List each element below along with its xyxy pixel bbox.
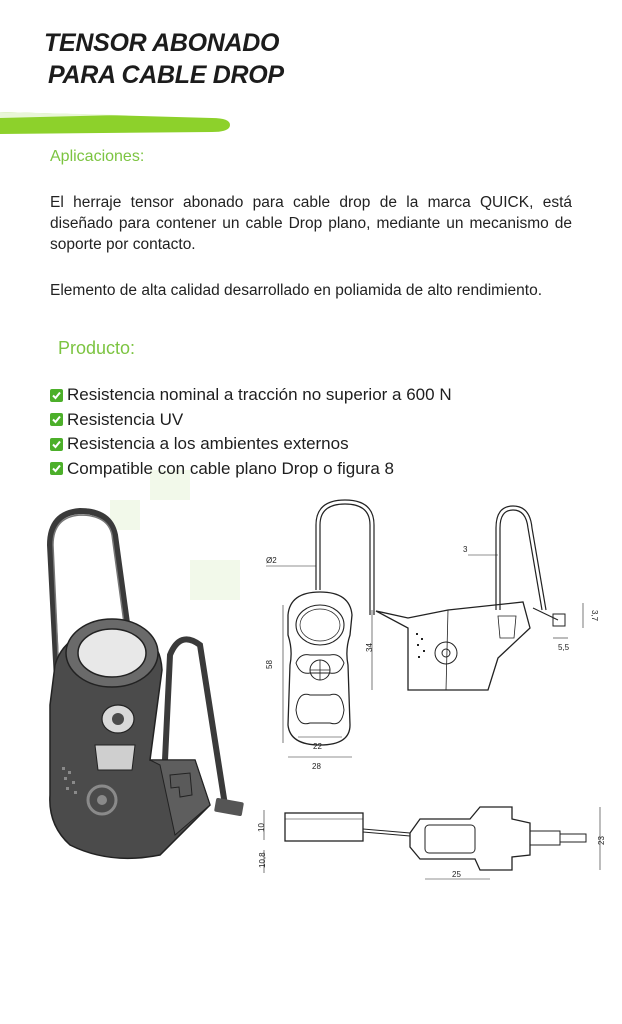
- technical-drawing-top: [250, 795, 615, 890]
- dim-height-body: 34: [365, 643, 374, 652]
- producto-heading: Producto:: [58, 338, 136, 358]
- feature-item: [50, 408, 452, 433]
- dim-depth: 23: [597, 836, 606, 845]
- dim-tab-height: 3,7: [590, 610, 599, 622]
- dim-outer-width: 28: [312, 762, 321, 771]
- dim-tab-width: 5,5: [558, 643, 570, 652]
- dim-diameter: Ø2: [266, 556, 277, 565]
- dim-cable-height: 10,8: [258, 852, 267, 868]
- feature-item: [50, 383, 452, 408]
- dim-slot: 3: [463, 545, 468, 554]
- green-checkbox-icon: [50, 413, 63, 426]
- feature-text: Resistencia nominal a tracción no superior a 600 N: [67, 385, 452, 405]
- product-3d-render: [40, 505, 260, 875]
- feature-item: [50, 457, 452, 482]
- aplicaciones-paragraph-1: El herraje tensor abonado para cable drop de la marca QUICK, está diseñado para contener un cable Drop plano, mediante un mecanismo de soporte por contacto.: [50, 194, 572, 253]
- aplicaciones-paragraph-2: Elemento de alta calidad desarrollado en poliamida de alto rendimiento.: [50, 282, 543, 299]
- title-line-1: TENSOR ABONADO: [44, 29, 280, 57]
- green-accent-bar: [0, 112, 240, 136]
- feature-item: [50, 432, 452, 457]
- feature-text: Resistencia UV: [67, 409, 184, 429]
- dim-length: 25: [452, 870, 461, 879]
- feature-list: [50, 383, 452, 481]
- feature-text: Resistencia a los ambientes externos: [67, 434, 349, 454]
- dim-inner-width: 22: [313, 742, 322, 751]
- dim-height-total: 58: [265, 660, 274, 669]
- green-checkbox-icon: [50, 462, 63, 475]
- dim-thickness: 10: [257, 823, 266, 832]
- green-checkbox-icon: [50, 389, 63, 402]
- green-checkbox-icon: [50, 438, 63, 451]
- page-title: [44, 27, 284, 91]
- technical-drawing-side: [365, 498, 613, 698]
- title-line-2: PARA CABLE DROP: [48, 61, 284, 89]
- technical-drawing-front: [250, 495, 370, 775]
- aplicaciones-heading: Aplicaciones:: [50, 148, 145, 165]
- feature-text: Compatible con cable plano Drop o figura 8: [67, 458, 394, 478]
